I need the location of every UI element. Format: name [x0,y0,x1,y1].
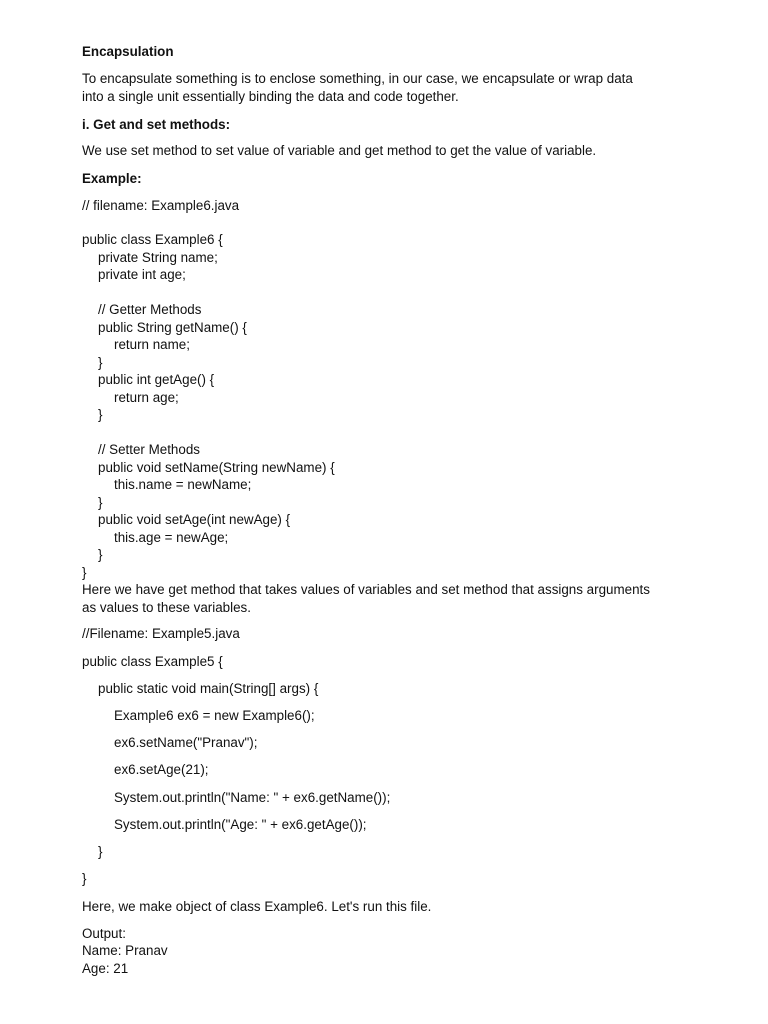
code-line: public String getName() { [98,320,247,335]
section-text: We use set method to set value of variable and get method to get the value of variable. [82,143,597,158]
code-line: } [98,407,103,422]
code-line: public void setAge(int newAge) { [98,512,291,527]
code-line: public class Example6 { [82,232,223,247]
code-line: } [82,871,87,886]
code-line: System.out.println("Name: " + ex6.getName()); [114,790,391,805]
code-line: public static void main(String[] args) { [98,681,319,696]
output-line: Name: Pranav [82,943,168,958]
code-line: } [98,547,103,562]
code-line: Example6 ex6 = new Example6(); [114,708,315,723]
intro-line: into a single unit essentially binding the data and code together. [82,89,459,104]
example-label: Example: [82,171,142,186]
code-line: ex6.setAge(21); [114,762,209,777]
explanation-line: as values to these variables. [82,600,251,615]
code-line: public void setName(String newName) { [98,460,335,475]
code-comment: //Filename: Example5.java [82,626,240,641]
code-line: System.out.println("Age: " + ex6.getAge()); [114,817,367,832]
heading: Encapsulation [82,44,174,59]
code-line: this.name = newName; [114,477,252,492]
explanation-line: Here we have get method that takes values of variables and set method that assigns arguments [82,582,650,597]
code-line: } [98,844,103,859]
code-line: return name; [114,337,190,352]
intro-line: To encapsulate something is to enclose something, in our case, we encapsulate or wrap data [82,71,633,86]
code-comment: // Setter Methods [98,442,200,457]
code-line: public class Example5 { [82,654,223,669]
code-line: } [98,355,103,370]
output-label: Output: [82,926,126,941]
code-line: private String name; [98,250,218,265]
code-line: } [82,565,87,580]
code-comment: // Getter Methods [98,302,202,317]
code-line: } [98,495,103,510]
output-line: Age: 21 [82,961,129,976]
code-line: ex6.setName("Pranav"); [114,735,258,750]
code-line: private int age; [98,267,186,282]
run-text: Here, we make object of class Example6. Let's run this file. [82,899,432,914]
section-title: i. Get and set methods: [82,117,231,132]
code-line: public int getAge() { [98,372,215,387]
code-line: return age; [114,390,179,405]
code-line: // filename: Example6.java [82,198,240,213]
code-line: this.age = newAge; [114,530,229,545]
